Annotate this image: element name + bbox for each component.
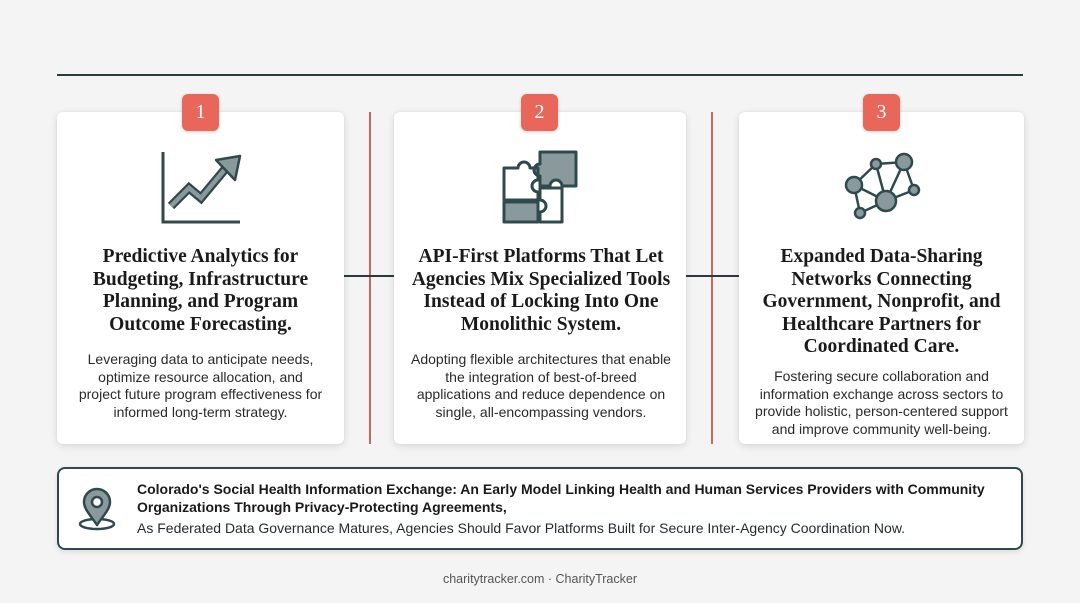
top-rule xyxy=(57,74,1023,76)
trending-chart-icon xyxy=(158,150,244,226)
card-connector-2 xyxy=(686,275,739,277)
card-number-badge: 3 xyxy=(863,94,900,131)
banner-headline: Colorado's Social Health Information Exchange: An Early Model Linking Health and Human Services Providers with Community Organizations Through Privacy-Protecting Agreements, xyxy=(137,481,985,515)
card-connector-1 xyxy=(344,275,395,277)
column-divider-1 xyxy=(369,112,371,444)
card-description: Adopting flexible architectures that enable the integration of best-of-breed applications and reduce dependence on single, all-encompassing vendors. xyxy=(411,351,671,420)
card-title: Expanded Data-Sharing Networks Connecting Government, Nonprofit, and Healthcare Partners for Coordinated Care. xyxy=(762,246,1001,357)
banner-subtext: As Federated Data Governance Matures, Agencies Should Favor Platforms Built for Secure Inter-Agency Coordination Now. xyxy=(137,520,906,536)
location-pin-icon xyxy=(77,487,117,536)
highlight-banner xyxy=(57,467,1023,550)
card-title: API-First Platforms That Let Agencies Mix Specialized Tools Instead of Locking Into One Monolithic System. xyxy=(411,246,671,335)
card-title: Predictive Analytics for Budgeting, Infrastructure Planning, and Program Outcome Forecasting. xyxy=(92,246,309,335)
footer-credit: charitytracker.com · CharityTracker xyxy=(442,572,638,586)
card-description: Fostering secure collaboration and information exchange across sectors to provide holistic, person-centered support and improve community well-being. xyxy=(755,368,1008,437)
column-divider-2 xyxy=(711,112,713,444)
puzzle-pieces-icon xyxy=(500,150,580,226)
card-number-badge: 1 xyxy=(182,94,219,131)
card-number-badge: 2 xyxy=(521,94,558,131)
card-description: Leveraging data to anticipate needs, optimize resource allocation, and project future program effectiveness for informed long-term strategy. xyxy=(78,351,323,420)
network-nodes-icon xyxy=(840,150,922,224)
